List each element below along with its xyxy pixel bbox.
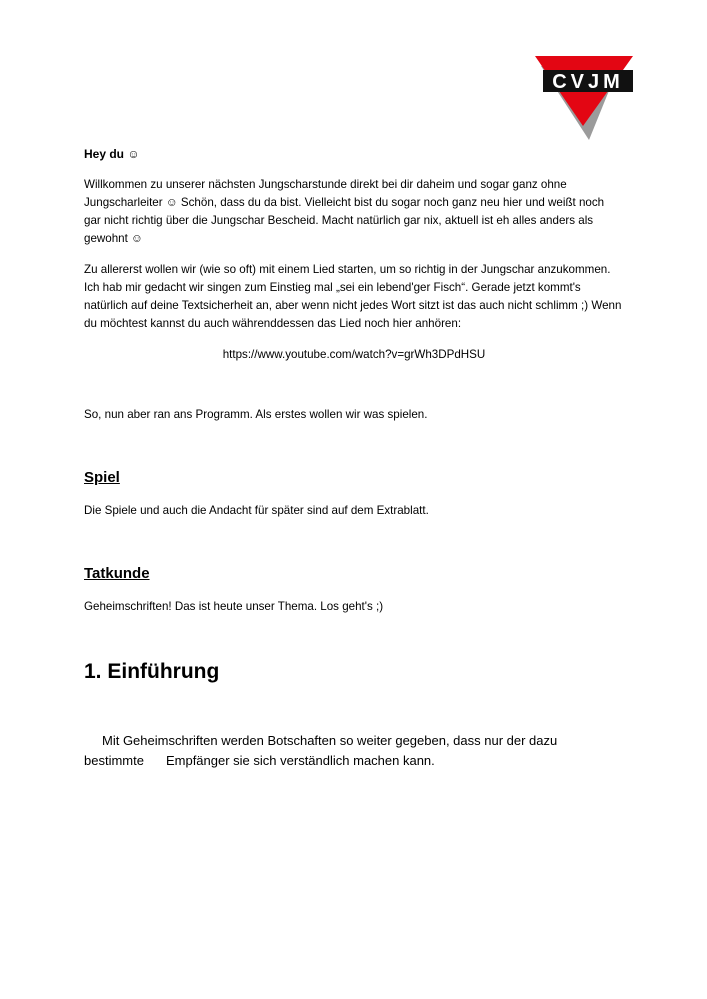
section-1-body	[84, 731, 624, 771]
song-paragraph: Zu allererst wollen wir (wie so oft) mit einem Lied starten, um so richtig in der Jungschar anzukommen. Ich hab mir gedacht wir singen zum Einstieg mal „sei ein lebend'ger Fisch“. Gerade jetzt kommt's natürlich auf deine Textsicherheit an, aber wenn nicht jedes Wort sitzt ist das auch nicht schlimm ;) Wenn du möchtest kannst du auch währenddessen das Lied noch hier anhören:	[84, 263, 622, 330]
logo-text: CVJM	[552, 71, 624, 93]
intro-paragraph: Willkommen zu unserer nächsten Jungscharstunde direkt bei dir daheim und sogar ganz ohne Jungscharleiter ☺ Schön, dass du da bist. Vielleicht bist du sogar noch ganz neu hier und weißt noch gar nicht richtig über die Jungschar Bescheid. Macht natürlich gar nix, aktuell ist eh alles anders als gewohnt ☺	[84, 178, 605, 245]
spiel-text: Die Spiele und auch die Andacht für später sind auf dem Extrablatt.	[84, 504, 429, 517]
section-1-line-1: Mit Geheimschriften werden Botschaften so weiter gegeben, dass nur der dazu	[102, 733, 558, 748]
tatkunde-text: Geheimschriften! Das ist heute unser Thema. Los geht's ;)	[84, 600, 384, 613]
spiel-heading: Spiel	[84, 469, 120, 486]
section-1-heading: 1. Einführung	[84, 660, 220, 683]
program-paragraph: So, nun aber ran ans Programm. Als erstes wollen wir was spielen.	[84, 408, 428, 421]
section-1-line-2a: bestimmte	[84, 753, 144, 768]
song-link[interactable]: https://www.youtube.com/watch?v=grWh3DPdHSU	[222, 348, 486, 361]
cvjm-logo	[533, 52, 635, 142]
greeting: Hey du ☺	[84, 147, 140, 161]
tatkunde-heading: Tatkunde	[84, 565, 150, 582]
section-1-line-2b: Empfänger sie sich verständlich machen kann.	[165, 753, 435, 768]
